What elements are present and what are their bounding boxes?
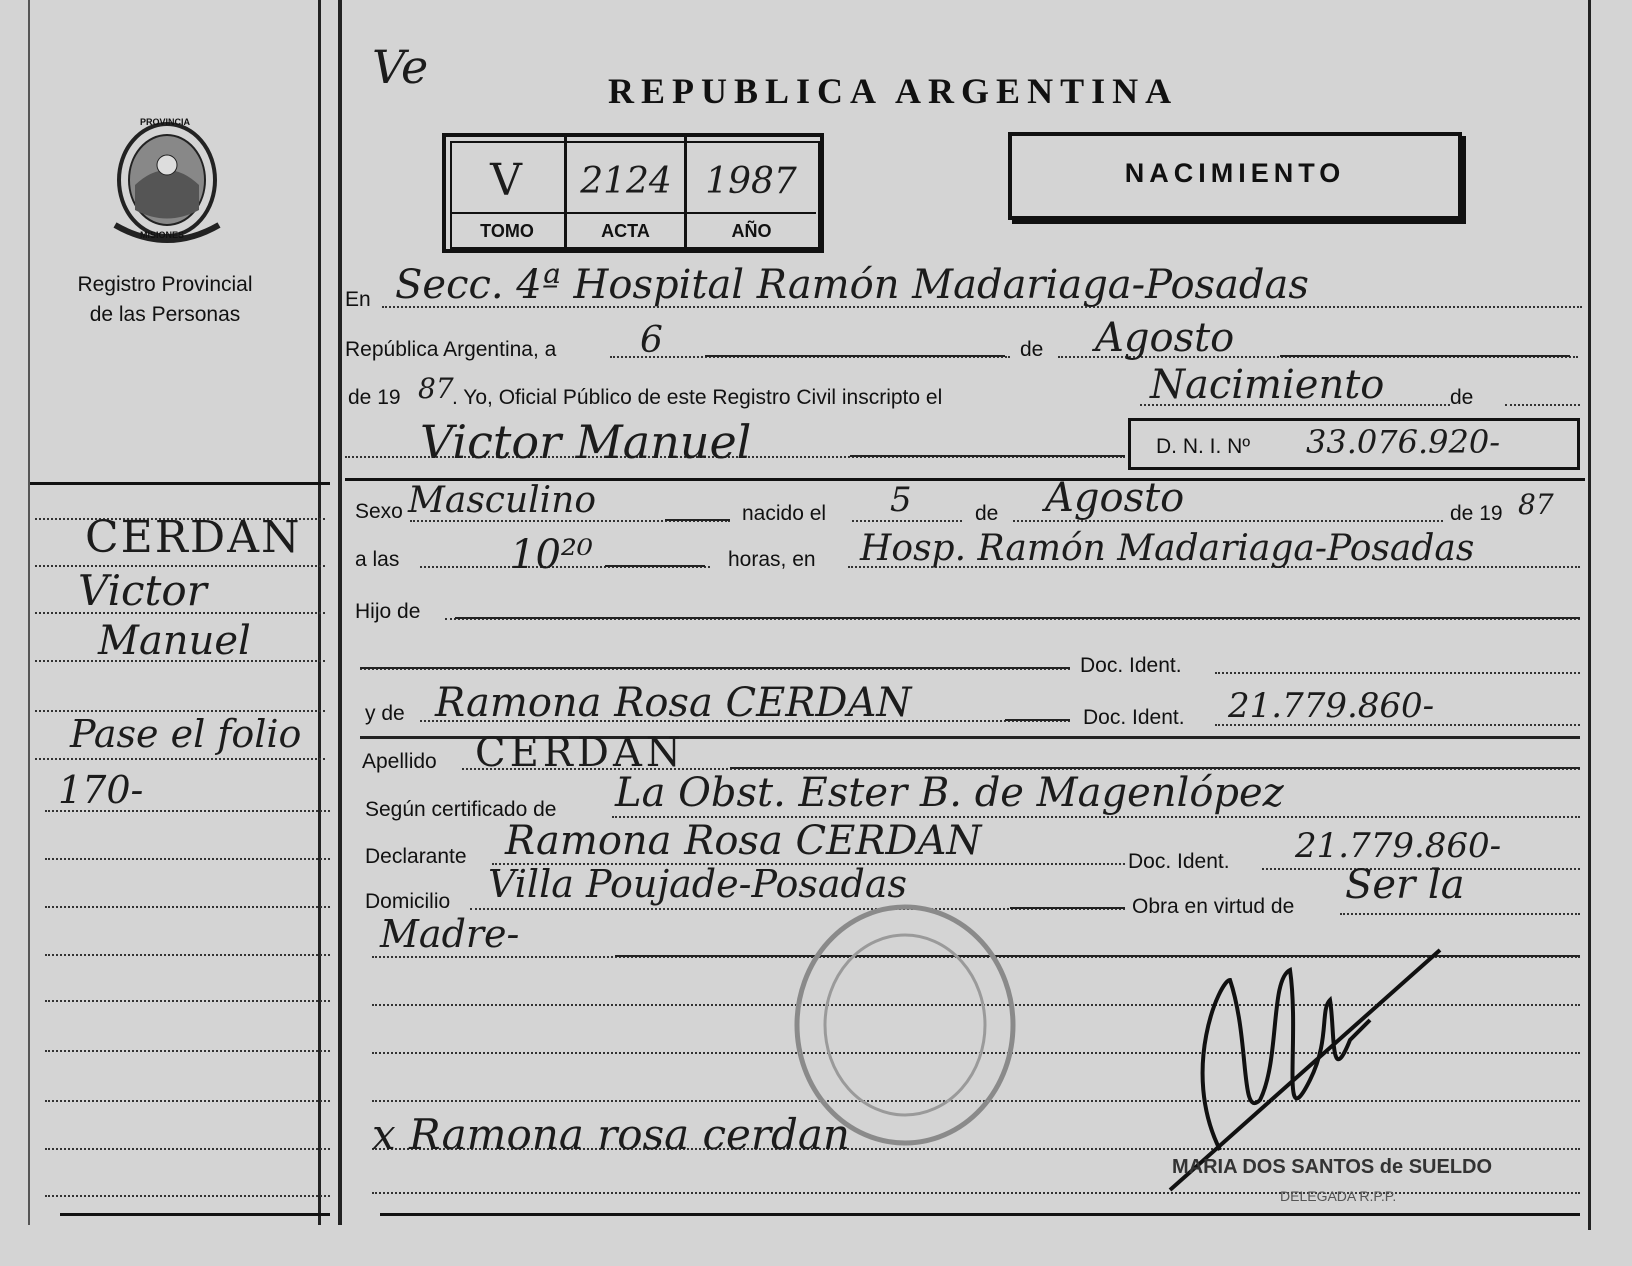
- segun-value: La Obst. Ester B. de Magenlópez: [615, 770, 1284, 816]
- year-digits: 87: [418, 372, 454, 405]
- registry-line-2: de las Personas: [89, 303, 241, 326]
- alas-label: a las: [355, 548, 400, 571]
- day-value: 6: [640, 320, 663, 361]
- record-type-box: [1008, 132, 1462, 220]
- birth-day: 5: [890, 480, 912, 520]
- margin-name-2: Manuel: [98, 618, 251, 664]
- doc-ident-label-3: Doc. Ident.: [1128, 850, 1230, 873]
- margin-top-rule: [30, 482, 330, 485]
- corner-mark: Ve: [372, 40, 429, 94]
- page-left-border: [28, 0, 30, 1225]
- inscribe-de-label: de: [1450, 386, 1474, 409]
- margin-note-1: Pase el folio: [70, 712, 302, 756]
- doc-ident-label-2: Doc. Ident.: [1083, 706, 1185, 729]
- declarant-signature: x Ramona rosa cerdan: [372, 1110, 850, 1159]
- doc-ident-label-1: Doc. Ident.: [1080, 654, 1182, 677]
- birth-place: Hosp. Ramón Madariaga-Posadas: [860, 528, 1475, 569]
- acta-value: 2124: [580, 161, 672, 202]
- dni-value: 33.076.920-: [1306, 423, 1501, 461]
- official-title: DELEGADA R.P.P.: [1280, 1188, 1397, 1204]
- obra-value: Ser la: [1345, 862, 1465, 908]
- en-label: En: [345, 288, 371, 311]
- de19-label: de 19: [348, 386, 401, 409]
- domicilio-value: Villa Poujade-Posadas: [488, 862, 907, 906]
- obra-label: Obra en virtud de: [1132, 895, 1295, 918]
- obra-value-2: Madre-: [380, 912, 520, 956]
- margin-surname: CERDAN: [85, 512, 302, 563]
- nacido-label: nacido el: [742, 502, 827, 525]
- inscribe-label: . Yo, Oficial Público de este Registro Civil inscripto el: [452, 386, 943, 409]
- official-name: MARIA DOS SANTOS de SUELDO: [1172, 1156, 1493, 1178]
- registry-line-1: Registro Provincial: [77, 273, 253, 296]
- de19-2-label: de 19: [1450, 502, 1503, 525]
- record-type: NACIMIENTO: [1124, 158, 1346, 188]
- segun-label: Según certificado de: [365, 798, 557, 821]
- seal-top-text: PROVINCIA: [140, 117, 191, 127]
- ano-label: AÑO: [731, 221, 772, 241]
- page-right-border: [1588, 0, 1591, 1230]
- birth-month: Agosto: [1045, 475, 1185, 521]
- seal-bottom-text: MISIONES: [140, 230, 185, 240]
- sexo-label: Sexo: [355, 500, 403, 523]
- birth-year: 87: [1518, 488, 1554, 521]
- tomo-label: TOMO: [480, 221, 534, 241]
- margin-name-1: Victor: [78, 566, 207, 615]
- dni-label: D. N. I. Nº: [1156, 435, 1251, 458]
- declarante-label: Declarante: [365, 845, 467, 868]
- declarante-doc: 21.779.860-: [1295, 826, 1502, 866]
- child-name: Victor Manuel: [420, 415, 752, 469]
- acta-label: ACTA: [601, 221, 650, 241]
- nacido-de-label: de: [975, 502, 999, 525]
- hour-value: 10²⁰: [510, 532, 593, 578]
- margin-divider: [338, 0, 342, 1225]
- horas-label: horas, en: [728, 548, 816, 571]
- en-value: Secc. 4ª Hospital Ramón Madariaga-Posadas: [395, 262, 1309, 308]
- apellido-label: Apellido: [362, 750, 437, 773]
- tomo-value: V: [490, 155, 522, 206]
- declarante-value: Ramona Rosa CERDAN: [505, 818, 982, 864]
- sexo-value: Masculino: [408, 480, 597, 521]
- page-bottom-rule-left: [60, 1213, 330, 1216]
- month-value: Agosto: [1095, 315, 1235, 361]
- yde-label: y de: [365, 702, 405, 725]
- registry-name: [40, 270, 290, 330]
- de-label: de: [1020, 338, 1044, 361]
- page-bottom-rule-right: [380, 1213, 1580, 1216]
- republica-label: República Argentina, a: [345, 338, 557, 361]
- dni-box: [1128, 418, 1580, 470]
- hijo-label: Hijo de: [355, 600, 421, 623]
- apellido-value: CERDAN: [475, 730, 685, 776]
- margin-note-2: 170-: [58, 768, 144, 812]
- inscribe-value: Nacimiento: [1150, 362, 1385, 408]
- domicilio-label: Domicilio: [365, 890, 451, 913]
- mother-doc: 21.779.860-: [1228, 686, 1435, 726]
- mother-name: Ramona Rosa CERDAN: [435, 680, 912, 726]
- reference-table: [442, 133, 824, 253]
- page-title: REPUBLICA ARGENTINA: [608, 71, 1179, 111]
- ano-value: 1987: [705, 161, 797, 202]
